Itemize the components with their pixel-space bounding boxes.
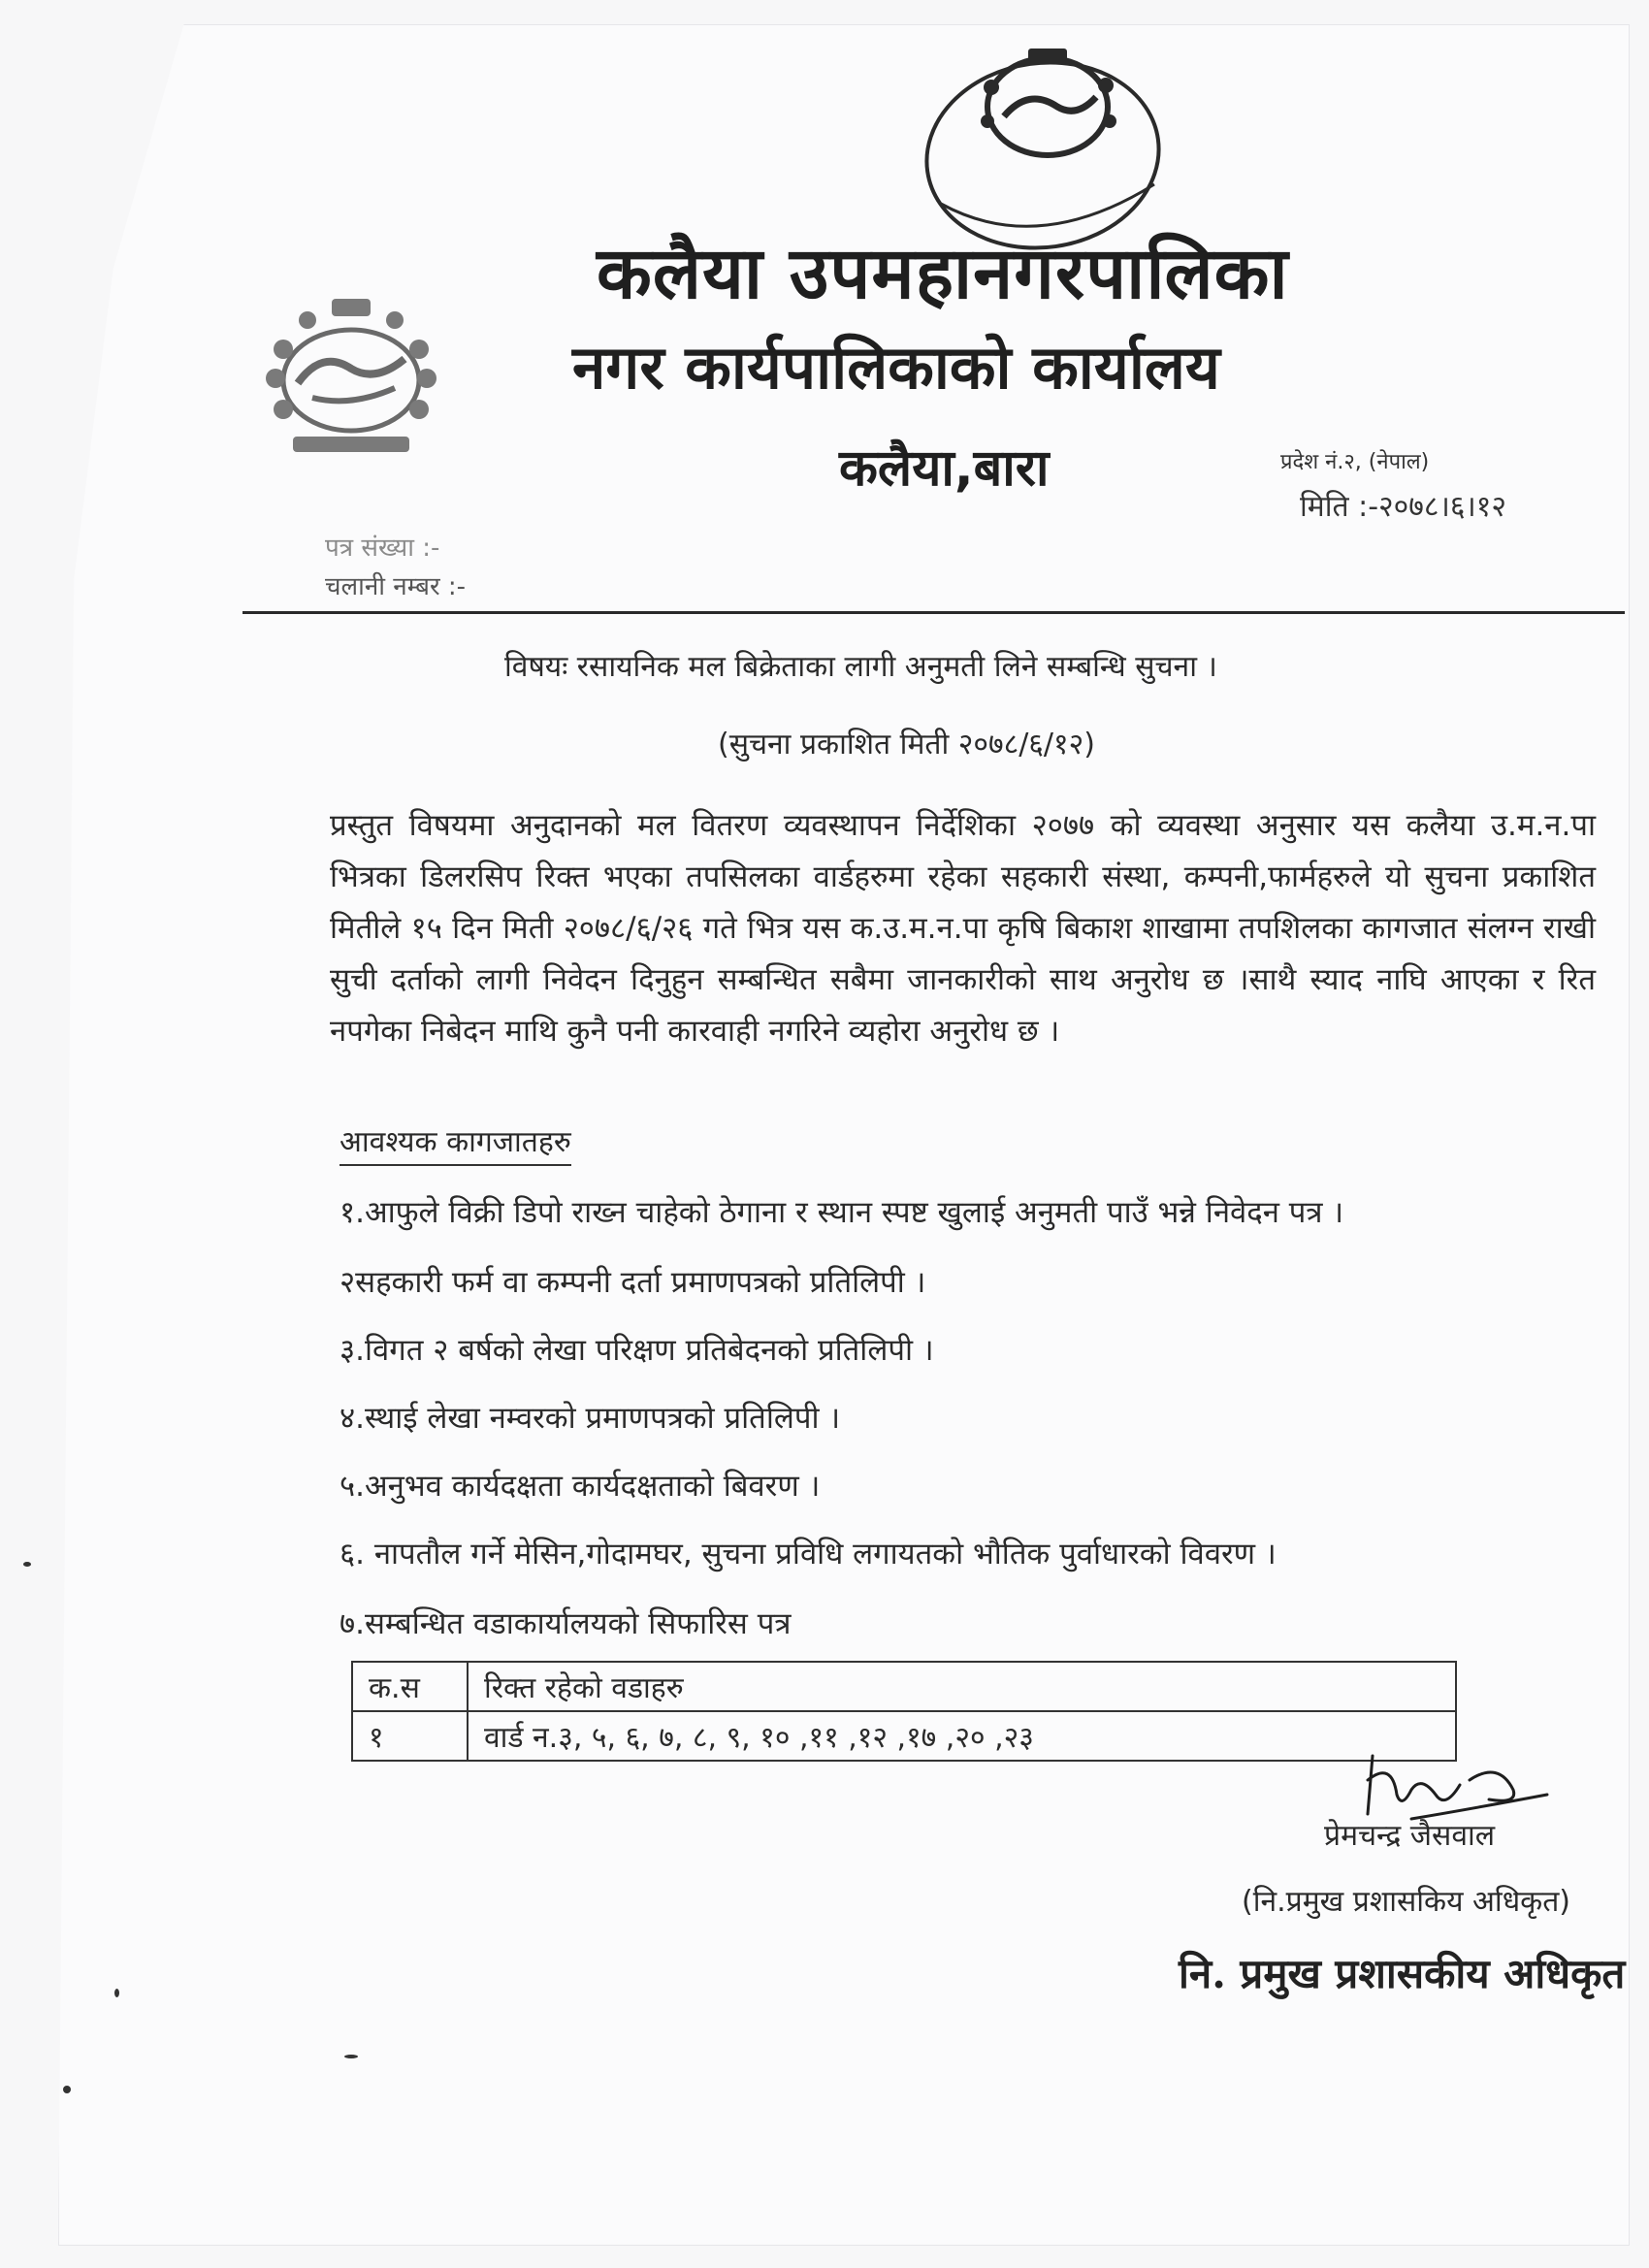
table-header-cell: रिक्त रहेको वडाहरु [468, 1662, 1456, 1711]
paper-speck [344, 2055, 358, 2058]
table-header-row [352, 1662, 1456, 1711]
header-divider [242, 611, 1625, 614]
document-item: ६. नापतौल गर्ने मेसिन,गोदामघर, सुचना प्रविधि लगायतको भौतिक पुर्वाधारको विवरण । [340, 1537, 1277, 1571]
notice-body: प्रस्तुत विषयमा अनुदानको मल वितरण व्यवस्थापन निर्देशिका २०७७ को व्यवस्था अनुसार यस कलैया उ.म.न.पा भित्रका डिलरसिप रिक्त भएका तपसिलका वार्डहरुमा रहेका सहकारी संस्था, कम्पनी,फार्महरुले यो सुचना प्रकाशित मितीले १५ दिन मिती २०७८/६/२६ गते भित्र यस क.उ.म.न.पा कृषि बिकाश शाखामा तपशिलका कागजात संलग्न राखी सुची दर्ताको लागी निवेदन दिनुहुन सम्बन्धित सबैमा जानकारीको साथ अनुरोध छ ।साथै स्याद नाघि आएका र रित नपगेका निबेदन माथि कुनै पनी कारवाही नगरिने व्यहोरा अनुरोध छ । [330, 808, 1596, 1049]
required-documents-heading: आवश्यक कागजातहरु [340, 1120, 571, 1166]
document-item: १.आफुले विक्री डिपो राख्न चाहेको ठेगाना र स्थान स्पष्ट खुलाई अनुमती पाउँ भन्ने निवेदन पत्र । [340, 1195, 1344, 1230]
document-item: २सहकारी फर्म वा कम्पनी दर्ता प्रमाणपत्रको प्रतिलिपी । [340, 1265, 926, 1300]
office-location: कलैया,बारा [839, 439, 1050, 498]
reference-number-label: पत्र संख्या :- [325, 534, 440, 563]
paper-speck [23, 1562, 31, 1567]
table-cell: १ [352, 1711, 468, 1761]
government-emblem-icon [254, 291, 448, 461]
document-item: ३.विगत २ बर्षको लेखा परिक्षण प्रतिबेदनको प्रतिलिपी । [340, 1333, 934, 1368]
document-item: ५.अनुभव कार्यदक्षता कार्यदक्षताको बिवरण । [340, 1469, 821, 1504]
paper-speck [63, 2086, 71, 2093]
table-header-cell: क.स [352, 1662, 468, 1711]
table-row [352, 1711, 1456, 1761]
vacant-wards-table [351, 1661, 1457, 1762]
signatory-name: प्रेमचन्द्र जैसवाल [1324, 1819, 1496, 1853]
document-item: ७.सम्बन्धित वडाकार्यालयको सिफारिस पत्र [340, 1606, 792, 1641]
dispatch-number-label: चलानी नम्बर :- [325, 572, 467, 601]
document-item: ४.स्थाई लेखा नम्वरको प्रमाणपत्रको प्रतिलिपी । [340, 1401, 841, 1436]
table-cell: वार्ड न.३, ५, ६, ७, ८, ९, १० ,११ ,१२ ,१७ ,२० ,२३ [468, 1711, 1456, 1761]
signatory-title: (नि.प्रमुख प्रशासकिय अधिकृत) [1242, 1885, 1570, 1919]
organization-title: कलैया उपमहानगरपालिका [597, 232, 1289, 315]
subject-line: विषयः रसायनिक मल बिक्रेताका लागी अनुमती लिने सम्बन्धि सुचना । [504, 650, 1217, 684]
paper-speck [114, 1989, 119, 1997]
letter-date: मिति :-२०७८।६।१२ [1300, 490, 1506, 524]
office-title: नगर कार्यपालिकाको कार्यालय [572, 332, 1220, 403]
province-label: प्रदेश नं.२, (नेपाल) [1280, 450, 1430, 474]
published-date: (सुचना प्रकाशित मिती २०७८/६/१२) [718, 728, 1095, 761]
official-title-stamp: नि. प्रमुख प्रशासकीय अधिकृत [1179, 1950, 1626, 1997]
